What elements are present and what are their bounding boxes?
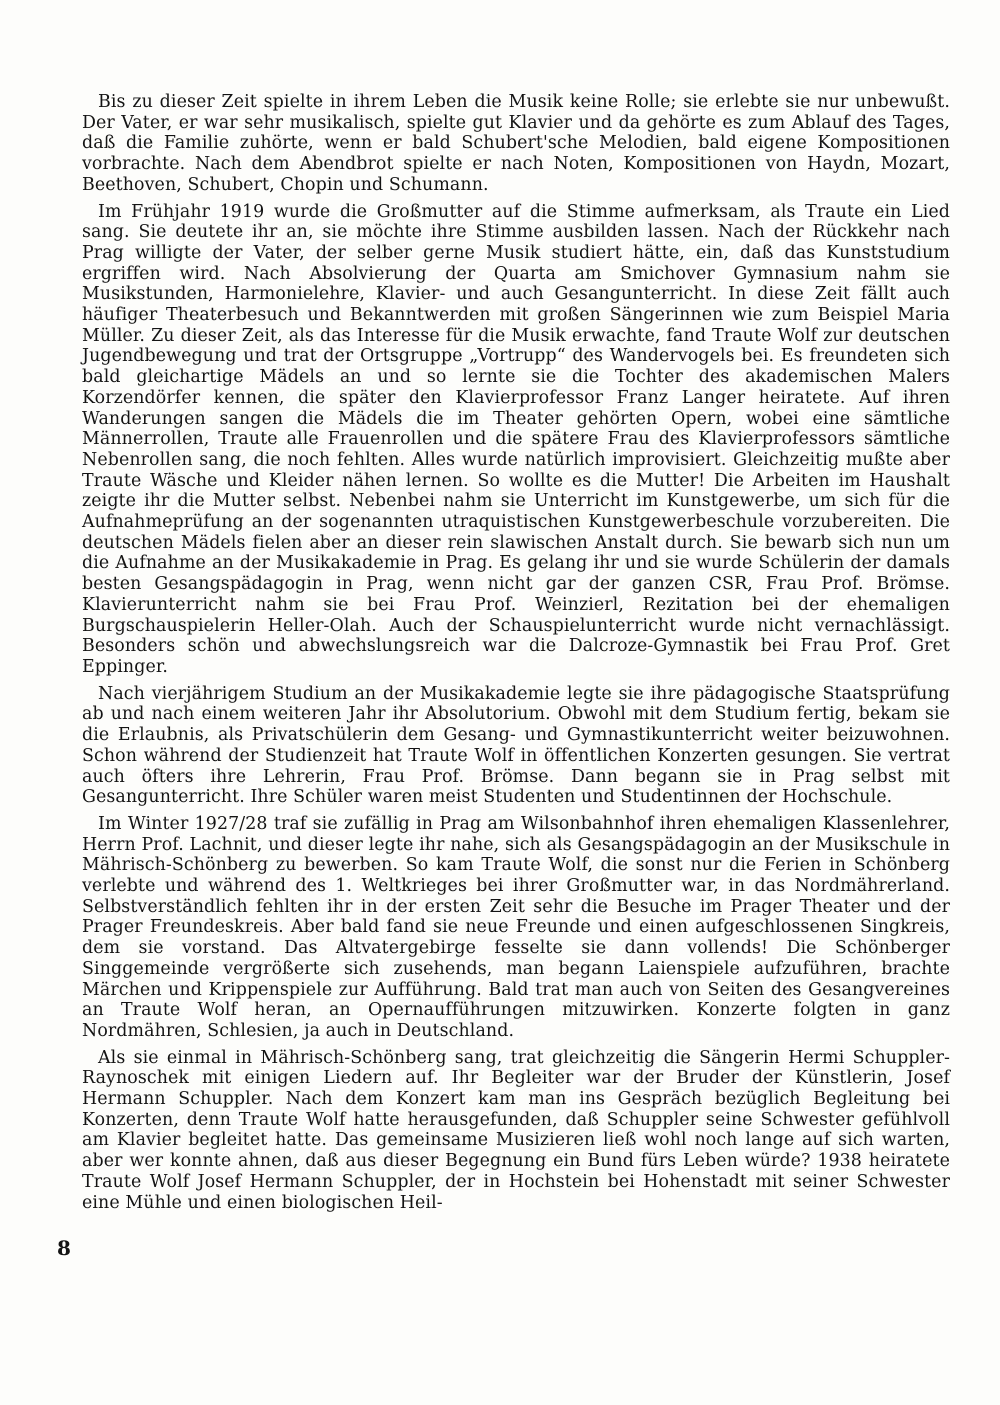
page-number: 8 xyxy=(57,1236,71,1260)
paragraph-1: Bis zu dieser Zeit spielte in ihrem Leben die Musik keine Rolle; sie erlebte sie nur unbewußt. Der Vater, er war sehr musikalisch, spielte gut Klavier und da gehörte es zum Ablauf des Tages, daß die Familie zuhörte, wenn er bald Schubert'sche Melodien, bald eigene Kompositionen vorbrachte. Nach dem Abendbrot spielte er nach Noten, Kompositionen von Haydn, Mozart, Beethoven, Schubert, Chopin und Schumann. xyxy=(82,92,950,195)
paragraph-5: Als sie einmal in Mährisch-Schönberg sang, trat gleichzeitig die Sängerin Hermi Schuppler-Raynoschek mit einigen Liedern auf. Ihr Begleiter war der Bruder der Künstlerin, Josef Hermann Schuppler. Nach dem Konzert kam man ins Gespräch bezüglich Begleitung bei Konzerten, denn Traute Wolf hatte herausgefunden, daß Schuppler seine Schwester gefühlvoll am Klavier begleitet hatte. Das gemeinsame Musizieren ließ wohl noch lange auf sich warten, aber wer konnte ahnen, daß aus dieser Begegnung ein Bund fürs Leben würde? 1938 heiratete Traute Wolf Josef Hermann Schuppler, der in Hochstein bei Hohenstadt mit seiner Schwester eine Mühle und einen biologischen Heil- xyxy=(82,1047,950,1213)
body-text xyxy=(82,92,950,1219)
paragraph-2: Im Frühjahr 1919 wurde die Großmutter auf die Stimme aufmerksam, als Traute ein Lied sang. Sie deutete ihr an, sie möchte ihre Stimme ausbilden lassen. Nach der Rückkehr nach Prag willigte der Vater, der selber gerne Musik studiert hätte, ein, daß das Kunststudium ergriffen wird. Nach Absolvierung der Quarta am Smichover Gymnasium nahm sie Musikstunden, Harmonielehre, Klavier- und auch Gesangunterricht. In diese Zeit fällt auch häufiger Theaterbesuch und Bekanntwerden mit großen Sängerinnen wie zum Beispiel Maria Müller. Zu dieser Zeit, als das Interesse für die Musik erwachte, fand Traute Wolf zur deutschen Jugendbewegung und trat der Ortsgruppe „Vortrupp“ des Wandervogels bei. Es freundeten sich bald gleichartige Mädels an und so lernte sie die Tochter des akademischen Malers Korzendörfer kennen, die später den Klavierprofessor Franz Langer heiratete. Auf ihren Wanderungen sangen die Mädels die im Theater gehörten Opern, wobei eine sämtliche Männerrollen, Traute alle Frauenrollen und die spätere Frau des Klavierprofessors sämtliche Nebenrollen sang, die noch fehlten. Alles wurde natürlich improvisiert. Gleichzeitig mußte aber Traute Wäsche und Kleider nähen lernen. So wollte es die Mutter! Die Arbeiten im Haushalt zeigte ihr die Mutter selbst. Nebenbei nahm sie Unterricht im Kunstgewerbe, um sich für die Aufnahmeprüfung an der sogenannten utraquistischen Kunstgewerbeschule vorzubereiten. Die deutschen Mädels fielen aber an dieser rein slawischen Anstalt durch. Sie bewarb sich nun um die Aufnahme an der Musikakademie in Prag. Es gelang ihr und sie wurde Schülerin der damals besten Gesangspädagogin in Prag, wenn nicht gar der ganzen CSR, Frau Prof. Brömse. Klavierunterricht nahm sie bei Frau Prof. Weinzierl, Rezitation bei der ehemaligen Burgschauspielerin Heller-Olah. Auch der Schauspielunterricht wurde nicht vernachlässigt. Besonders schön und abwechslungsreich war die Dalcroze-Gymnastik bei Frau Prof. Gret Eppinger. xyxy=(82,201,950,677)
paragraph-4: Im Winter 1927/28 traf sie zufällig in Prag am Wilsonbahnhof ihren ehemaligen Klassenlehrer, Herrn Prof. Lachnit, und dieser legte ihr nahe, sich als Gesangspädagogin an der Musikschule in Mährisch-Schönberg zu bewerben. So kam Traute Wolf, die sonst nur die Ferien in Schönberg verlebte und während des 1. Weltkrieges bei ihrer Großmutter war, in das Nordmährerland. Selbstverständlich fehlten ihr in der ersten Zeit sehr die Besuche im Prager Theater und der Prager Freundeskreis. Aber bald fand sie neue Freunde und einen aufgeschlossenen Singkreis, dem sie vorstand. Das Altvatergebirge fesselte sie dann vollends! Die Schönberger Singgemeinde vergrößerte sich zusehends, man begann Laienspiele aufzuführen, brachte Märchen und Krippenspiele zur Aufführung. Bald trat man auch von Seiten des Gesangvereines an Traute Wolf heran, an Opernaufführungen mitzuwirken. Konzerte folgten in ganz Nordmähren, Schlesien, ja auch in Deutschland. xyxy=(82,813,950,1041)
paragraph-3: Nach vierjährigem Studium an der Musikakademie legte sie ihre pädagogische Staatsprüfung ab und nach einem weiteren Jahr ihr Absolutorium. Obwohl mit dem Studium fertig, bekam sie die Erlaubnis, als Privatschülerin dem Gesang- und Gymnastikunterricht weiter beizuwohnen. Schon während der Studienzeit hat Traute Wolf in öffentlichen Konzerten gesungen. Sie vertrat auch öfters ihre Lehrerin, Frau Prof. Brömse. Dann begann sie in Prag selbst mit Gesangunterricht. Ihre Schüler waren meist Studenten und Studentinnen der Hochschule. xyxy=(82,683,950,808)
